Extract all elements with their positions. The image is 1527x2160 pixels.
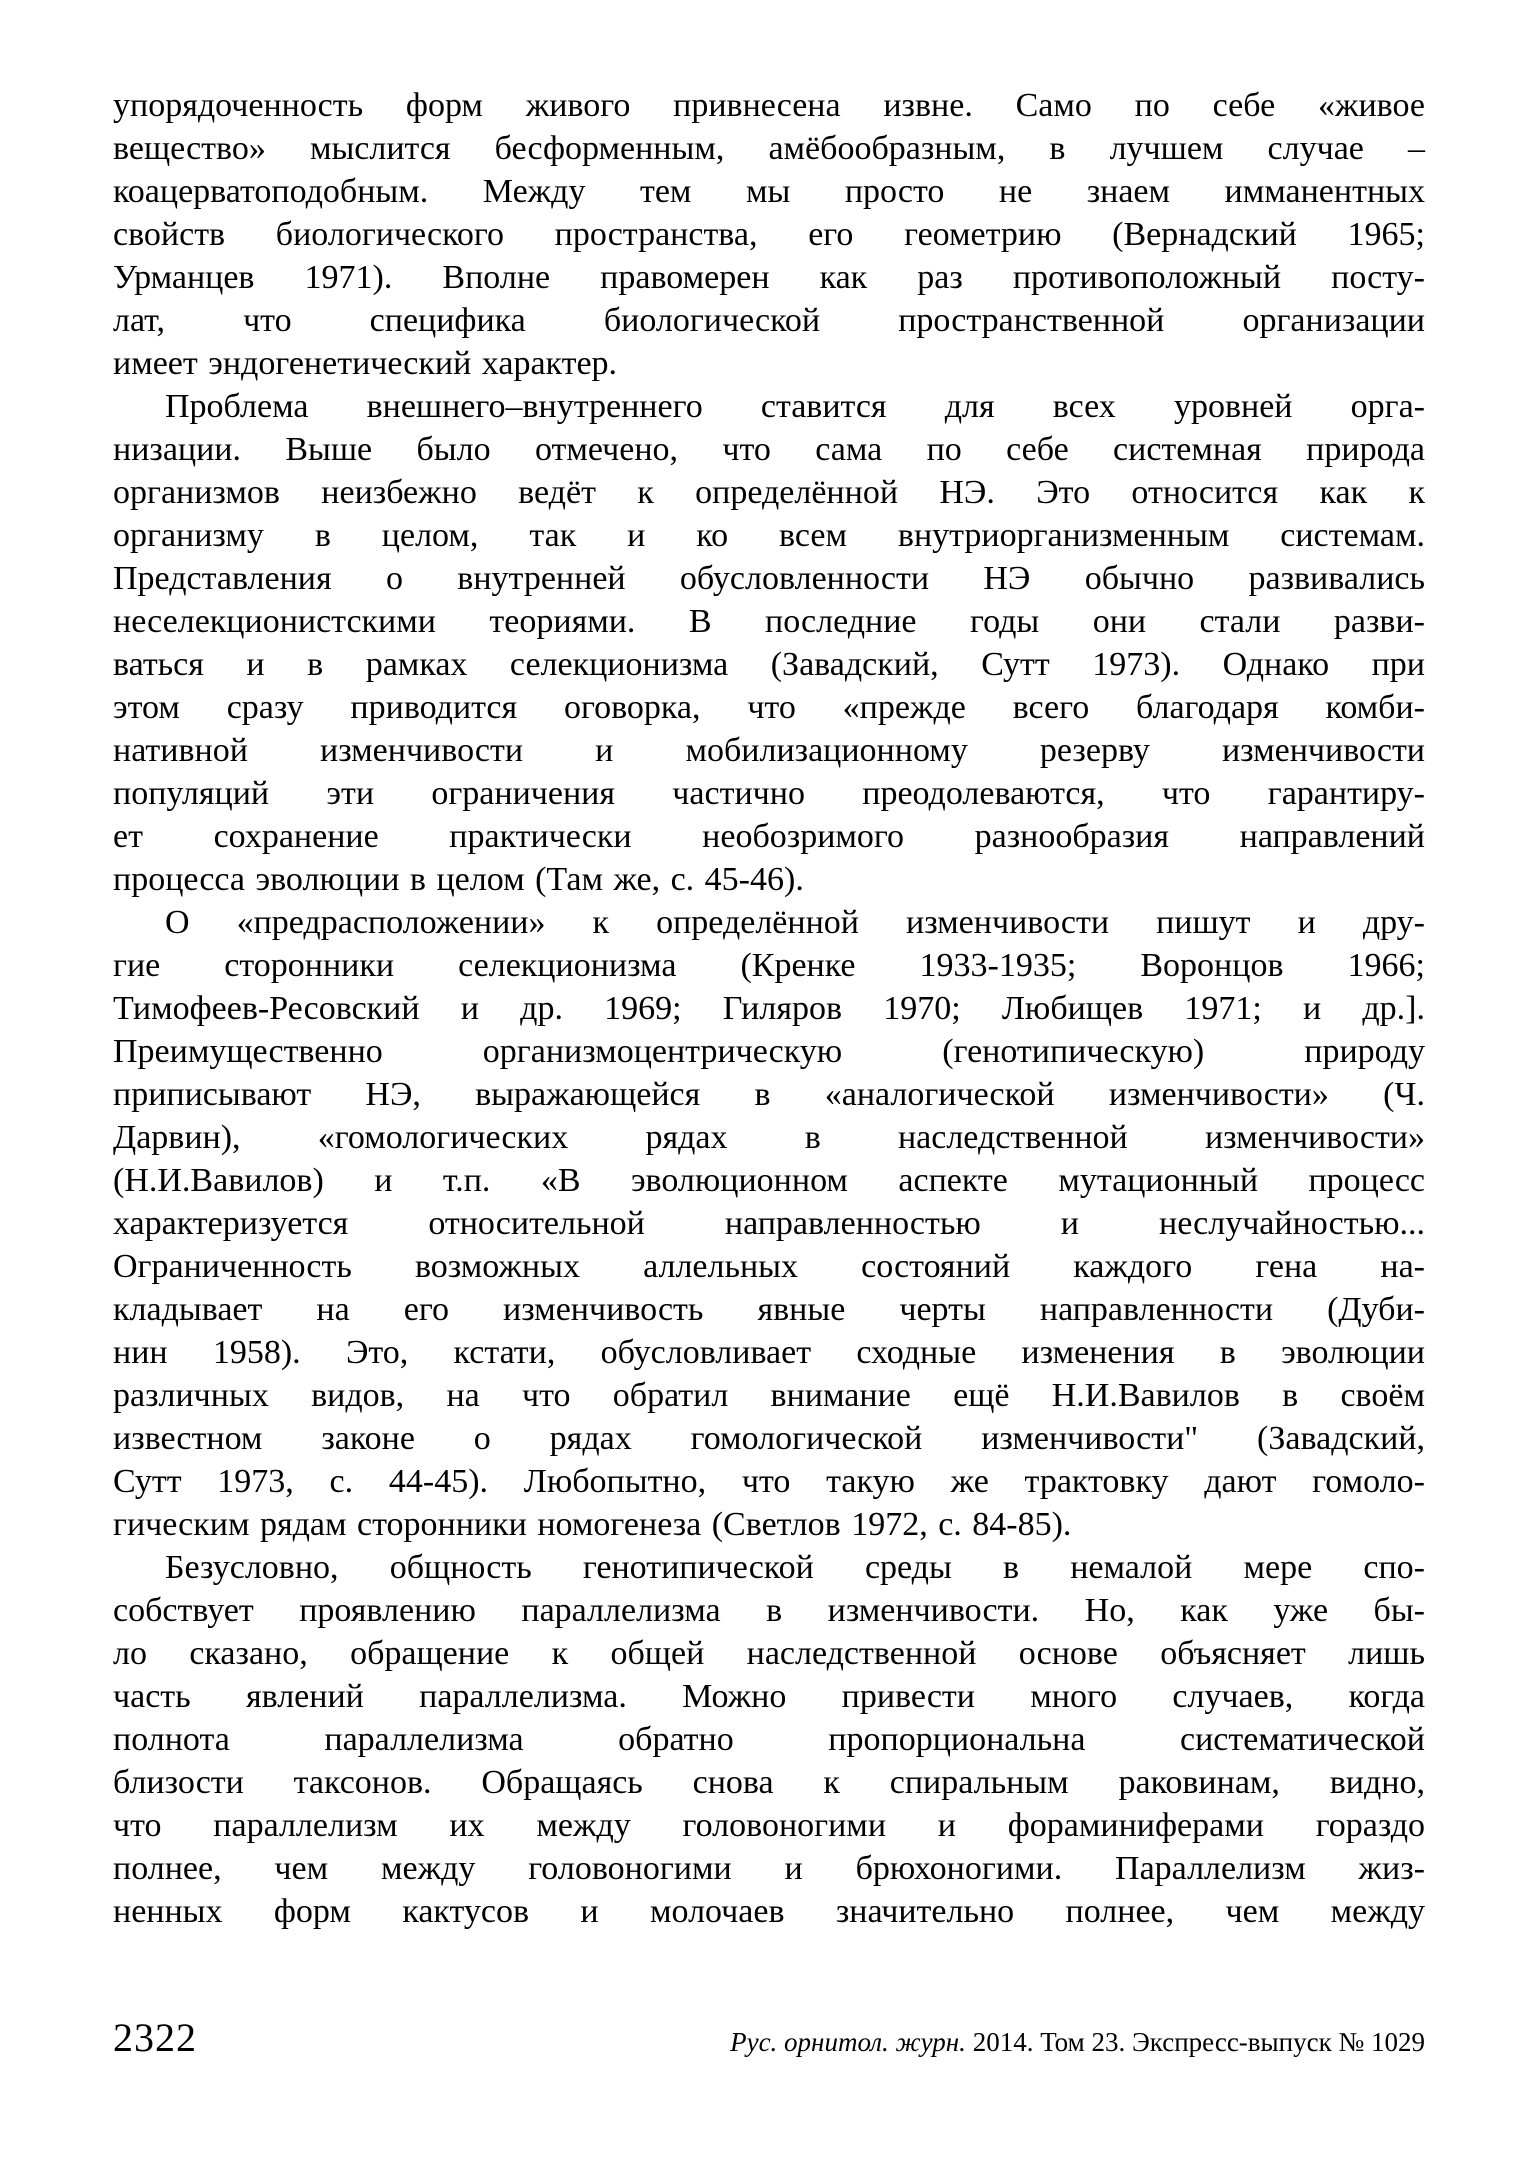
text-line: кладывает на его изменчивость явные черты направленности (Дуби- bbox=[113, 1291, 1425, 1328]
text-line: организму в целом, так и ко всем внутриорганизменным системам. bbox=[113, 517, 1425, 554]
journal-reference bbox=[730, 2027, 1425, 2058]
text-line: собствует проявлению параллелизма в изменчивости. Но, как уже бы- bbox=[113, 1592, 1425, 1629]
text-line: полнота параллелизма обратно пропорциональна систематической bbox=[113, 1721, 1425, 1758]
text-line: имеет эндогенетический характер. bbox=[113, 345, 618, 382]
text-line: популяций эти ограничения частично преодолеваются, что гарантиру- bbox=[113, 775, 1425, 812]
text-line: Безусловно, общность генотипической среды в немалой мере спо- bbox=[165, 1549, 1425, 1586]
text-line: Урманцев 1971). Вполне правомерен как раз противоположный посту- bbox=[113, 259, 1425, 296]
text-line: лат, что специфика биологической пространственной организации bbox=[113, 302, 1425, 339]
text-line: различных видов, на что обратил внимание ещё Н.И.Вавилов в своём bbox=[113, 1377, 1425, 1414]
text-line: Представления о внутренней обусловленности НЭ обычно развивались bbox=[113, 560, 1425, 597]
text-line: Ограниченность возможных аллельных состояний каждого гена на- bbox=[113, 1248, 1425, 1285]
document-body bbox=[113, 84, 1425, 1933]
text-line: близости таксонов. Обращаясь снова к спиральным раковинам, видно, bbox=[113, 1764, 1425, 1801]
text-line: нин 1958). Это, кстати, обусловливает сходные изменения в эволюции bbox=[113, 1334, 1425, 1371]
text-line: гие сторонники селекционизма (Кренке 1933-1935; Воронцов 1966; bbox=[113, 947, 1425, 984]
text-line: коацерватоподобным. Между тем мы просто не знаем имманентных bbox=[113, 173, 1425, 210]
text-line: ненных форм кактусов и молочаев значительно полнее, чем между bbox=[113, 1893, 1425, 1930]
text-line: часть явлений параллелизма. Можно привести много случаев, когда bbox=[113, 1678, 1425, 1715]
text-line: что параллелизм их между головоногими и фораминиферами гораздо bbox=[113, 1807, 1425, 1844]
text-line: упорядоченность форм живого привнесена извне. Само по себе «живое bbox=[113, 87, 1425, 124]
text-line: нативной изменчивости и мобилизационному резерву изменчивости bbox=[113, 732, 1425, 769]
text-line: процесса эволюции в целом (Там же, с. 45-46). bbox=[113, 861, 804, 898]
text-line: вещество» мыслится бесформенным, амёбообразным, в лучшем случае – bbox=[113, 130, 1425, 167]
text-line: известном законе о рядах гомологической изменчивости" (Завадский, bbox=[113, 1420, 1425, 1457]
text-line: организмов неизбежно ведёт к определённой НЭ. Это относится как к bbox=[113, 474, 1425, 511]
text-line: Преимущественно организмоцентрическую (генотипическую) природу bbox=[113, 1033, 1425, 1070]
text-line: приписывают НЭ, выражающейся в «аналогической изменчивости» (Ч. bbox=[113, 1076, 1425, 1113]
journal-issue-info: 2014. Том 23. Экспресс-выпуск № 1029 bbox=[965, 2027, 1425, 2057]
text-line: неселекционистскими теориями. В последние годы они стали разви- bbox=[113, 603, 1425, 640]
text-line: ет сохранение практически необозримого разнообразия направлений bbox=[113, 818, 1425, 855]
page-number: 2322 bbox=[113, 2015, 197, 2060]
journal-title: Рус. орнитол. журн. bbox=[730, 2027, 966, 2057]
text-line: Дарвин), «гомологических рядах в наследственной изменчивости» bbox=[113, 1119, 1425, 1156]
text-line: гическим рядам сторонники номогенеза (Светлов 1972, с. 84-85). bbox=[113, 1506, 1072, 1543]
page-footer bbox=[113, 2014, 1425, 2061]
text-line: полнее, чем между головоногими и брюхоногими. Параллелизм жиз- bbox=[113, 1850, 1425, 1887]
text-line: О «предрасположении» к определённой изменчивости пишут и дру- bbox=[165, 904, 1425, 941]
text-line: свойств биологического пространства, его геометрию (Вернадский 1965; bbox=[113, 216, 1425, 253]
text-line: ло сказано, обращение к общей наследственной основе объясняет лишь bbox=[113, 1635, 1425, 1672]
text-line: (Н.И.Вавилов) и т.п. «В эволюционном аспекте мутационный процесс bbox=[113, 1162, 1425, 1199]
text-line: характеризуется относительной направленностью и неслучайностью... bbox=[113, 1205, 1425, 1242]
text-line: этом сразу приводится оговорка, что «прежде всего благодаря комби- bbox=[113, 689, 1425, 726]
text-line: низации. Выше было отмечено, что сама по себе системная природа bbox=[113, 431, 1425, 468]
text-line: ваться и в рамках селекционизма (Завадский, Сутт 1973). Однако при bbox=[113, 646, 1425, 683]
text-line: Проблема внешнего–внутреннего ставится для всех уровней орга- bbox=[165, 388, 1425, 425]
text-line: Сутт 1973, с. 44-45). Любопытно, что такую же трактовку дают гомоло- bbox=[113, 1463, 1425, 1500]
text-line: Тимофеев-Ресовский и др. 1969; Гиляров 1970; Любищев 1971; и др.]. bbox=[113, 990, 1425, 1027]
